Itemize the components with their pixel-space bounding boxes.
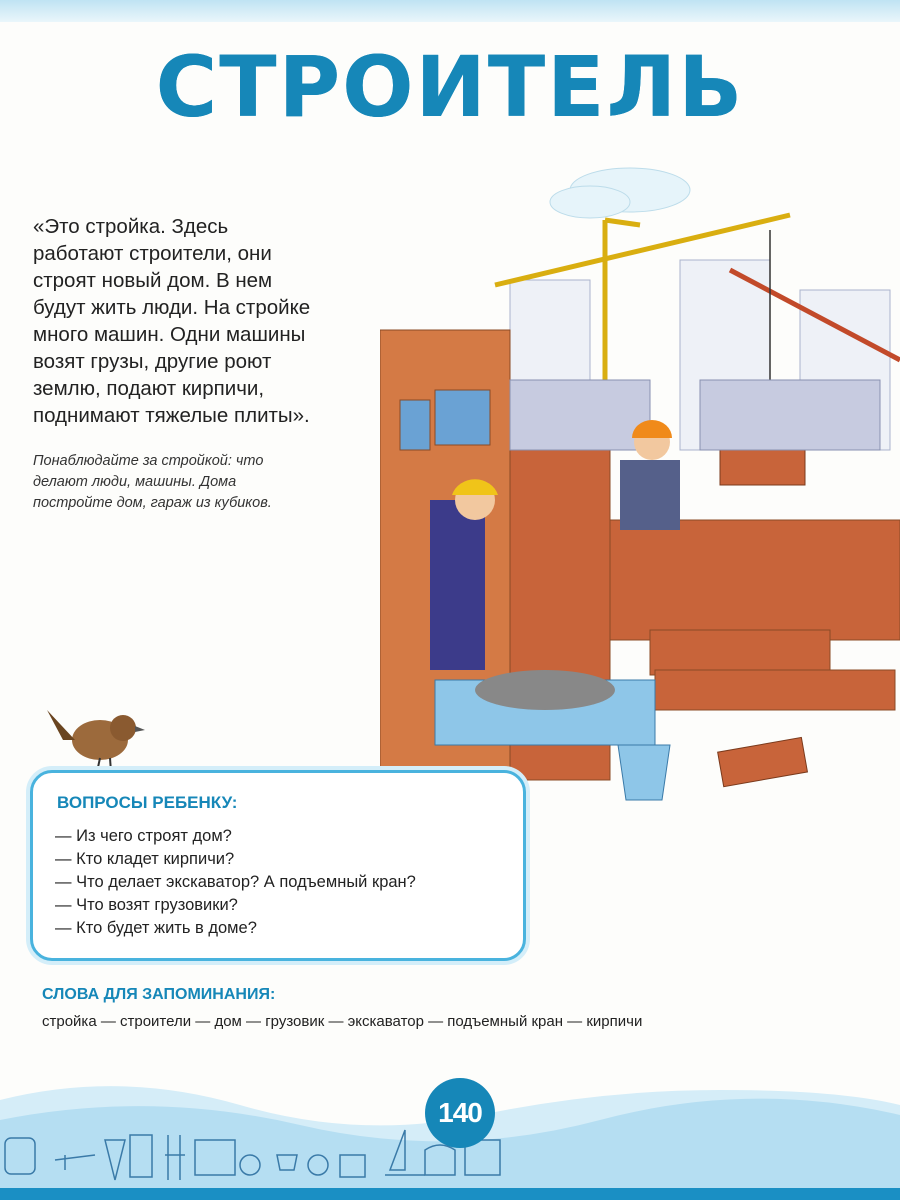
brick-load: [720, 450, 805, 485]
hint-line: Понаблюдайте за стройкой: что: [33, 453, 264, 469]
intro-line: будут жить люди. На стройке: [33, 296, 311, 319]
page-number: 140: [425, 1078, 495, 1148]
brick: [718, 737, 808, 786]
intro-text: [33, 213, 373, 429]
question-item: — Кто будет жить в доме?: [55, 917, 416, 940]
questions-box: [30, 770, 526, 961]
hint-line: постройте дом, гараж из кубиков.: [33, 495, 272, 511]
intro-line: поднимают тяжелые плиты».: [33, 404, 310, 427]
construction-illustration: [380, 150, 900, 810]
questions-list: [55, 825, 416, 940]
questions-title: ВОПРОСЫ РЕБЕНКУ:: [57, 793, 238, 812]
hint-line: делают люди, машины. Дома: [33, 474, 237, 490]
intro-line: строят новый дом. В нем: [33, 269, 273, 292]
words-title: СЛОВА ДЛЯ ЗАПОМИНАНИЯ:: [42, 986, 276, 1003]
question-item: — Кто кладет кирпичи?: [55, 848, 416, 871]
top-band: [0, 0, 900, 22]
intro-line: «Это стройка. Здесь: [33, 215, 229, 238]
intro-line: землю, подают кирпичи,: [33, 377, 265, 400]
page-title: СТРОИТЕЛЬ: [155, 38, 745, 136]
words-list: стройка — строители — дом — грузовик — экскаватор — подъемный кран — кирпичи: [42, 1013, 643, 1030]
bucket-icon: [618, 745, 670, 800]
question-item: — Что возят грузовики?: [55, 894, 416, 917]
question-item: — Что делает экскаватор? А подъемный кран?: [55, 871, 416, 894]
question-item: — Из чего строят дом?: [55, 825, 416, 848]
intro-line: работают строители, они: [33, 242, 272, 265]
sparrow-icon: [45, 700, 145, 780]
intro-line: возят грузы, другие роют: [33, 350, 272, 373]
cloud-icon: [550, 168, 690, 218]
hint-text: [33, 451, 353, 514]
intro-line: много машин. Одни машины: [33, 323, 306, 346]
